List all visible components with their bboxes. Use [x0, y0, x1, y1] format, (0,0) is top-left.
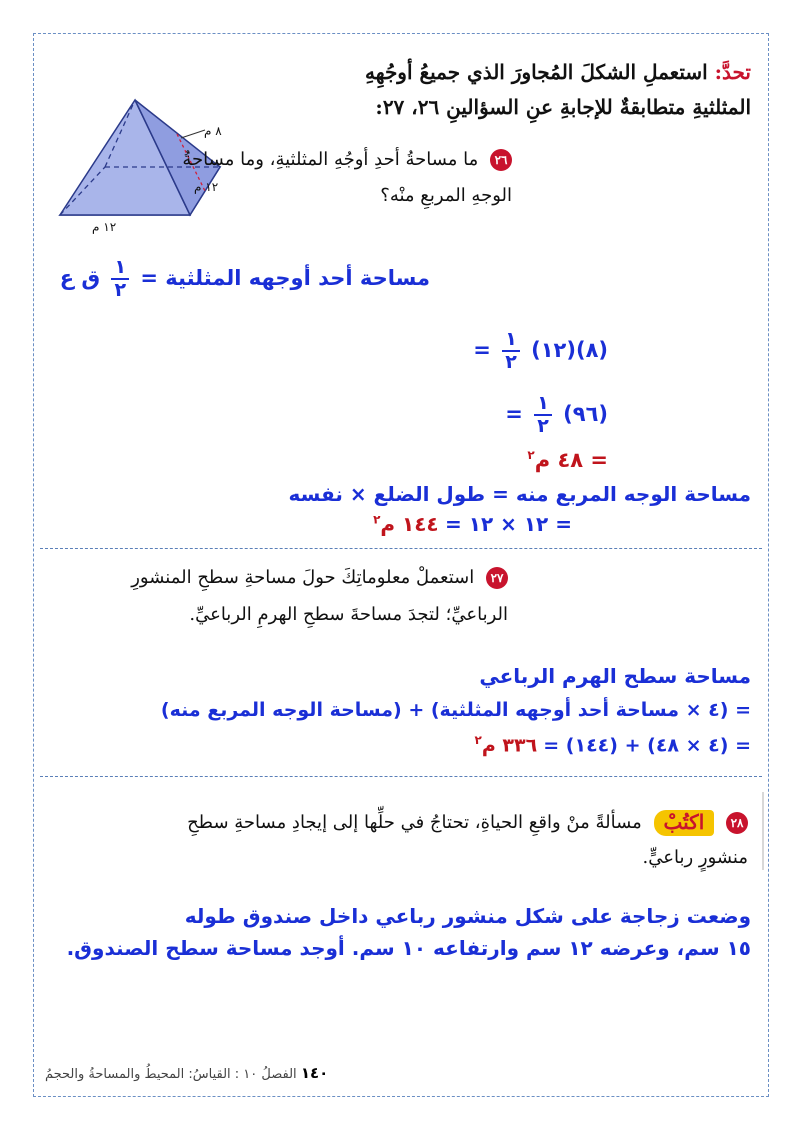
- base-times-height: ق ع: [59, 266, 101, 290]
- question-27-line-2: الرباعيِّ؛ لتجدَ مساحةَ سطحِ الهرمِ الرباعيِّ.: [189, 604, 508, 625]
- question-27-number: ٢٧: [486, 567, 508, 589]
- question-28-line-2: منشورٍ رباعيٍّ.: [642, 847, 748, 868]
- square-area-formula: مساحة الوجه المربع منه = طول الضلع × نفسه: [288, 482, 751, 506]
- step-2-product: (٩٦): [563, 402, 608, 426]
- fraction-denominator: ٢: [114, 279, 127, 301]
- question-26-line-1: [182, 149, 512, 171]
- fraction-denominator: ٢: [537, 415, 549, 437]
- surface-area-formula: = (٤ × مساحة أحد أوجهه المثلثية) + (مساحة الوجه المربع منه): [160, 699, 751, 721]
- question-26-line-2: الوجهِ المربعِ منْه؟: [380, 185, 512, 206]
- fraction-numerator: ١: [534, 394, 552, 416]
- word-problem-line-2: ١٥ سم، وعرضه ١٢ سم وارتفاعه ١٠ سم. أوجد مساحة سطح الصندوق.: [66, 936, 751, 960]
- equals-sign: =: [473, 338, 491, 362]
- question-28-number: ٢٨: [726, 812, 748, 834]
- question-28-line-1: [187, 810, 748, 836]
- write-badge: اكتُبْ: [654, 810, 715, 836]
- surface-area-result: [475, 733, 751, 756]
- half-fraction: [534, 394, 552, 436]
- question-26-number: ٢٦: [490, 149, 512, 171]
- surface-area-title: مساحة سطح الهرم الرباعي: [479, 664, 751, 688]
- challenge-line-1: [365, 60, 751, 84]
- fraction-numerator: ١: [111, 258, 129, 280]
- question-27-text-1: استعملْ معلوماتِكَ حولَ مساحةِ سطحِ المنشورِ: [131, 567, 475, 588]
- challenge-text-1: استعملِ الشكلَ المُجاورَ الذي جميعُ أوجُهِهِ: [365, 60, 708, 84]
- challenge-label: تحدَّ:: [714, 60, 751, 84]
- slant-height-label: ٨ م: [204, 124, 222, 138]
- square-area-calc: = ١٢ × ١٢ =: [445, 512, 572, 536]
- word-problem-line-1: وضعت زجاجة على شكل منشور رباعي داخل صندوق طوله: [184, 904, 751, 928]
- margin-rule: [762, 792, 764, 870]
- triangle-area-formula: [60, 258, 430, 300]
- triangle-area-value: = ٤٨ م: [534, 448, 608, 472]
- triangle-area-label: مساحة أحد أوجهه المثلثية =: [140, 266, 430, 290]
- chapter-title: الفصلُ ١٠ : القياسُ: المحيطُ والمساحةُ والحجمُ: [45, 1067, 297, 1082]
- triangle-area-result: [527, 448, 608, 472]
- base-length-label: ١٢ م: [92, 220, 117, 234]
- triangle-area-step-2: [505, 394, 608, 436]
- section-divider: [40, 776, 762, 777]
- square-area-value: ١٤٤ م: [380, 512, 439, 536]
- squared-unit: ٢: [474, 733, 482, 747]
- slant-label-leader: [181, 130, 205, 138]
- fraction-denominator: ٢: [505, 351, 517, 373]
- page-footer: [45, 1064, 328, 1082]
- half-fraction: [502, 330, 520, 372]
- question-27-line-1: [131, 567, 508, 589]
- half-fraction: [111, 258, 129, 300]
- page-number: ١٤٠: [300, 1064, 329, 1082]
- surface-area-value: ٣٣٦ م: [481, 734, 538, 757]
- surface-area-calc: = (٤ × ٤٨) + (١٤٤) =: [543, 734, 751, 757]
- challenge-line-2: المثلثيةِ متطابقةٌ للإجابةِ عنِ السؤالينِ ٢٦، ٢٧:: [375, 95, 751, 119]
- equals-sign: =: [505, 402, 523, 426]
- triangle-area-step-1: [473, 330, 608, 372]
- question-28-text-1: مسألةً منْ واقعِ الحياةِ، تحتاجُ في حلِّها إلى إيجادِ مساحةِ سطحِ: [187, 812, 642, 833]
- question-26-text-1: ما مساحةُ أحدِ أوجُهِ المثلثيةِ، وما مساحةُ: [182, 149, 479, 170]
- fraction-numerator: ١: [502, 330, 520, 352]
- side-length-label: ١٢ م: [194, 180, 219, 194]
- step-1-factors: (١٢)(٨): [531, 338, 608, 362]
- section-divider: [40, 548, 762, 549]
- square-area-result: [373, 512, 572, 536]
- squared-unit: ٢: [373, 512, 381, 527]
- squared-unit: ٢: [527, 448, 535, 462]
